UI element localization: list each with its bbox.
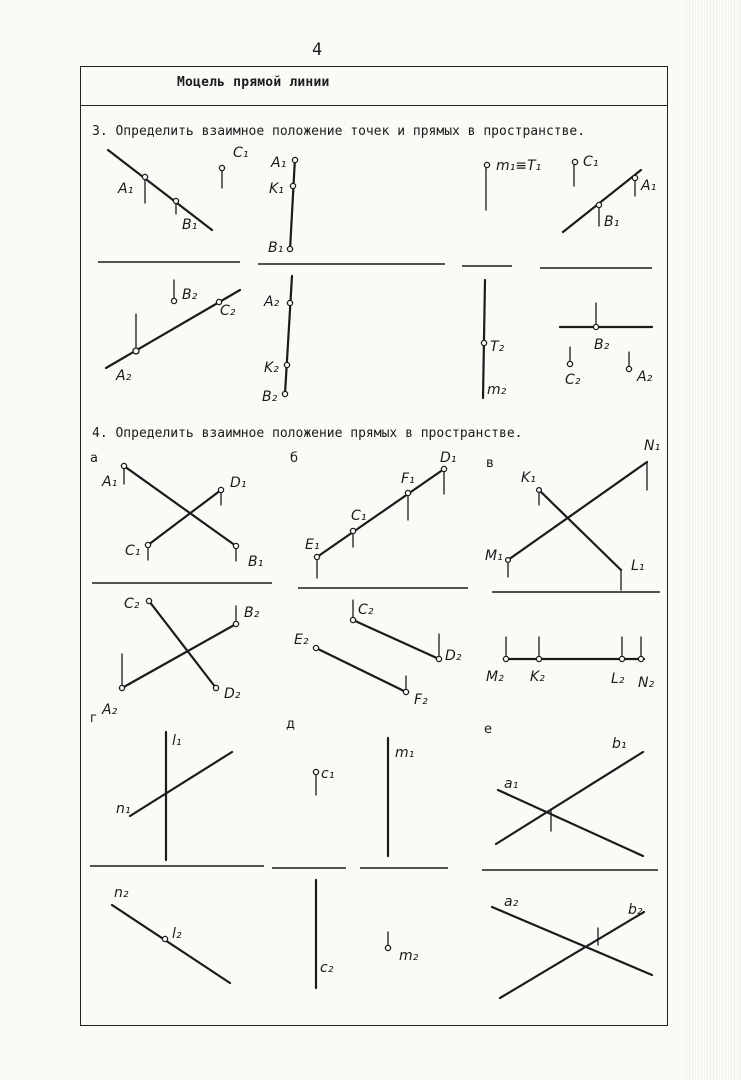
point-B1 [173, 198, 178, 203]
point-m1-T1 [484, 162, 489, 167]
point-B2 [282, 391, 287, 396]
point-D1 [218, 487, 223, 492]
panel-letter-e: е [484, 722, 492, 737]
line-AB-2 [122, 624, 236, 688]
label-F1: F₁ [401, 471, 415, 487]
task4-panel-b [294, 450, 462, 708]
point-l2 [162, 936, 167, 941]
label-C1: C₁ [125, 543, 141, 559]
point-C1 [145, 542, 150, 547]
label-b1: b₁ [612, 736, 627, 752]
label-M2: M₂ [486, 669, 504, 685]
panel-letter-g: г [90, 711, 97, 726]
point-D1 [441, 466, 446, 471]
label-E1: E₁ [305, 537, 320, 553]
task4-panel-v [485, 438, 660, 691]
label-D1: D₁ [440, 450, 457, 466]
point-M2 [503, 656, 508, 661]
label-N1: N₁ [644, 438, 661, 454]
line-CD-1 [148, 490, 221, 545]
label-A2: A₂ [116, 368, 132, 384]
label-a2: a₂ [504, 894, 519, 910]
point-A2 [287, 300, 292, 305]
label-m2: m₂ [399, 948, 419, 964]
point-A1 [292, 157, 297, 162]
label-m2: m₂ [487, 382, 507, 398]
label-M1: M₁ [485, 548, 503, 564]
label-C2: C₂ [565, 372, 581, 388]
point-C1 [219, 165, 224, 170]
point-m2 [385, 945, 390, 950]
point-c1 [313, 769, 318, 774]
point-F2 [403, 689, 408, 694]
label-a1: a₁ [504, 776, 519, 792]
point-F1 [405, 490, 410, 495]
label-E2: E₂ [294, 632, 309, 648]
label-l2: l₂ [172, 926, 182, 942]
point-A2 [626, 366, 631, 371]
label-B1: B₁ [248, 554, 264, 570]
line-AB-1 [290, 158, 295, 250]
line-a1 [498, 790, 643, 856]
label-K1: K₁ [521, 470, 536, 486]
label-c2: c₂ [320, 960, 334, 976]
label-C2: C₂ [358, 602, 374, 618]
label-K2: K₂ [530, 669, 545, 685]
line-m2 [483, 280, 485, 398]
point-K1 [290, 183, 295, 188]
line-AB-1 [563, 170, 641, 232]
label-C1: C₁ [583, 154, 599, 170]
task3-panel-3 [481, 158, 541, 398]
point-C2 [146, 598, 151, 603]
label-m1: m₁ [395, 745, 415, 761]
label-A1: A₁ [118, 181, 134, 197]
point-C1 [572, 159, 577, 164]
label-A1: A₁ [641, 178, 657, 194]
label-m1-T1: m₁≡T₁ [496, 158, 542, 174]
label-B1: B₁ [268, 240, 284, 256]
task3-panel-2 [262, 155, 298, 405]
point-L2 [619, 656, 624, 661]
label-C2: C₂ [220, 303, 236, 319]
point-D2 [213, 685, 218, 690]
task3-panel-4 [560, 154, 656, 388]
line-EF-CD-1 [317, 469, 444, 557]
label-L2: L₂ [611, 671, 625, 687]
point-A1 [121, 463, 126, 468]
label-B2: B₂ [594, 337, 610, 353]
label-B2: B₂ [262, 389, 278, 405]
point-M1 [506, 558, 511, 563]
task3-panel-1 [106, 145, 248, 384]
point-K1 [537, 488, 542, 493]
label-A2: A₂ [264, 294, 280, 310]
task4-projection-axes [90, 583, 660, 870]
panel-letter-a: а [90, 451, 98, 466]
line-EF-2 [316, 648, 406, 692]
point-D2 [436, 656, 441, 661]
label-A1: A₁ [271, 155, 287, 171]
line-n1 [130, 752, 232, 816]
label-K2: K₂ [264, 360, 279, 376]
point-E1 [314, 554, 319, 559]
point-T2 [481, 340, 486, 345]
task4-panel-e [492, 736, 652, 998]
task4-panel-g [112, 732, 232, 983]
point-A2 [133, 348, 139, 354]
panel-letter-v: в [486, 456, 494, 471]
point-C2 [350, 617, 355, 622]
point-K2 [536, 656, 541, 661]
label-D2: D₂ [224, 686, 241, 702]
point-B1 [287, 246, 292, 251]
task3-heading: 3. Определить взаимное положение точек и прямых в пространстве. [92, 124, 586, 139]
line-CD-2 [149, 601, 216, 688]
label-A2: A₂ [102, 702, 118, 718]
line-AB-2 [285, 276, 292, 394]
line-n2 [112, 905, 230, 983]
task4-panel-a [101, 463, 263, 718]
label-n2: n₂ [114, 885, 129, 901]
label-B2: B₂ [182, 287, 198, 303]
line-b2 [500, 912, 644, 998]
label-T2: T₂ [490, 339, 505, 355]
page-number: 4 [312, 40, 323, 60]
label-C1: C₁ [233, 145, 249, 161]
point-B1 [596, 202, 601, 207]
point-C2 [567, 361, 572, 366]
label-B1: B₁ [182, 217, 198, 233]
label-F2: F₂ [414, 692, 428, 708]
label-A2: A₂ [637, 369, 653, 385]
label-L1: L₁ [631, 558, 645, 574]
point-B2 [233, 621, 238, 626]
label-C1: C₁ [351, 508, 367, 524]
point-B2 [593, 324, 598, 329]
label-K1: K₁ [269, 181, 284, 197]
point-A2 [119, 685, 124, 690]
panel-letter-d: д [286, 717, 295, 732]
label-c1: c₁ [321, 766, 335, 782]
line-AB-1 [124, 466, 236, 546]
label-D1: D₁ [230, 475, 247, 491]
header-title: Моцель прямой линии [177, 75, 330, 90]
label-b2: b₂ [628, 902, 643, 918]
point-N2 [638, 656, 643, 661]
label-C2: C₂ [124, 596, 140, 612]
label-B2: B₂ [244, 605, 260, 621]
line-CD-2 [353, 620, 439, 659]
point-A1 [142, 174, 147, 179]
label-n1: n₁ [116, 801, 131, 817]
point-C1 [350, 528, 355, 533]
label-N2: N₂ [638, 675, 655, 691]
point-B2 [171, 298, 176, 303]
point-K2 [284, 362, 289, 367]
task3-projection-axes [98, 262, 652, 268]
point-A1 [632, 175, 637, 180]
label-D2: D₂ [445, 648, 462, 664]
task4-panel-d [313, 738, 418, 988]
task4-heading: 4. Определить взаимное положение прямых в пространстве. [92, 426, 523, 441]
label-B1: B₁ [604, 214, 620, 230]
panel-letter-b: б [290, 451, 299, 466]
point-E2 [313, 645, 318, 650]
point-B1 [233, 543, 238, 548]
label-A1: A₁ [102, 474, 118, 490]
label-l1: l₁ [172, 733, 182, 749]
